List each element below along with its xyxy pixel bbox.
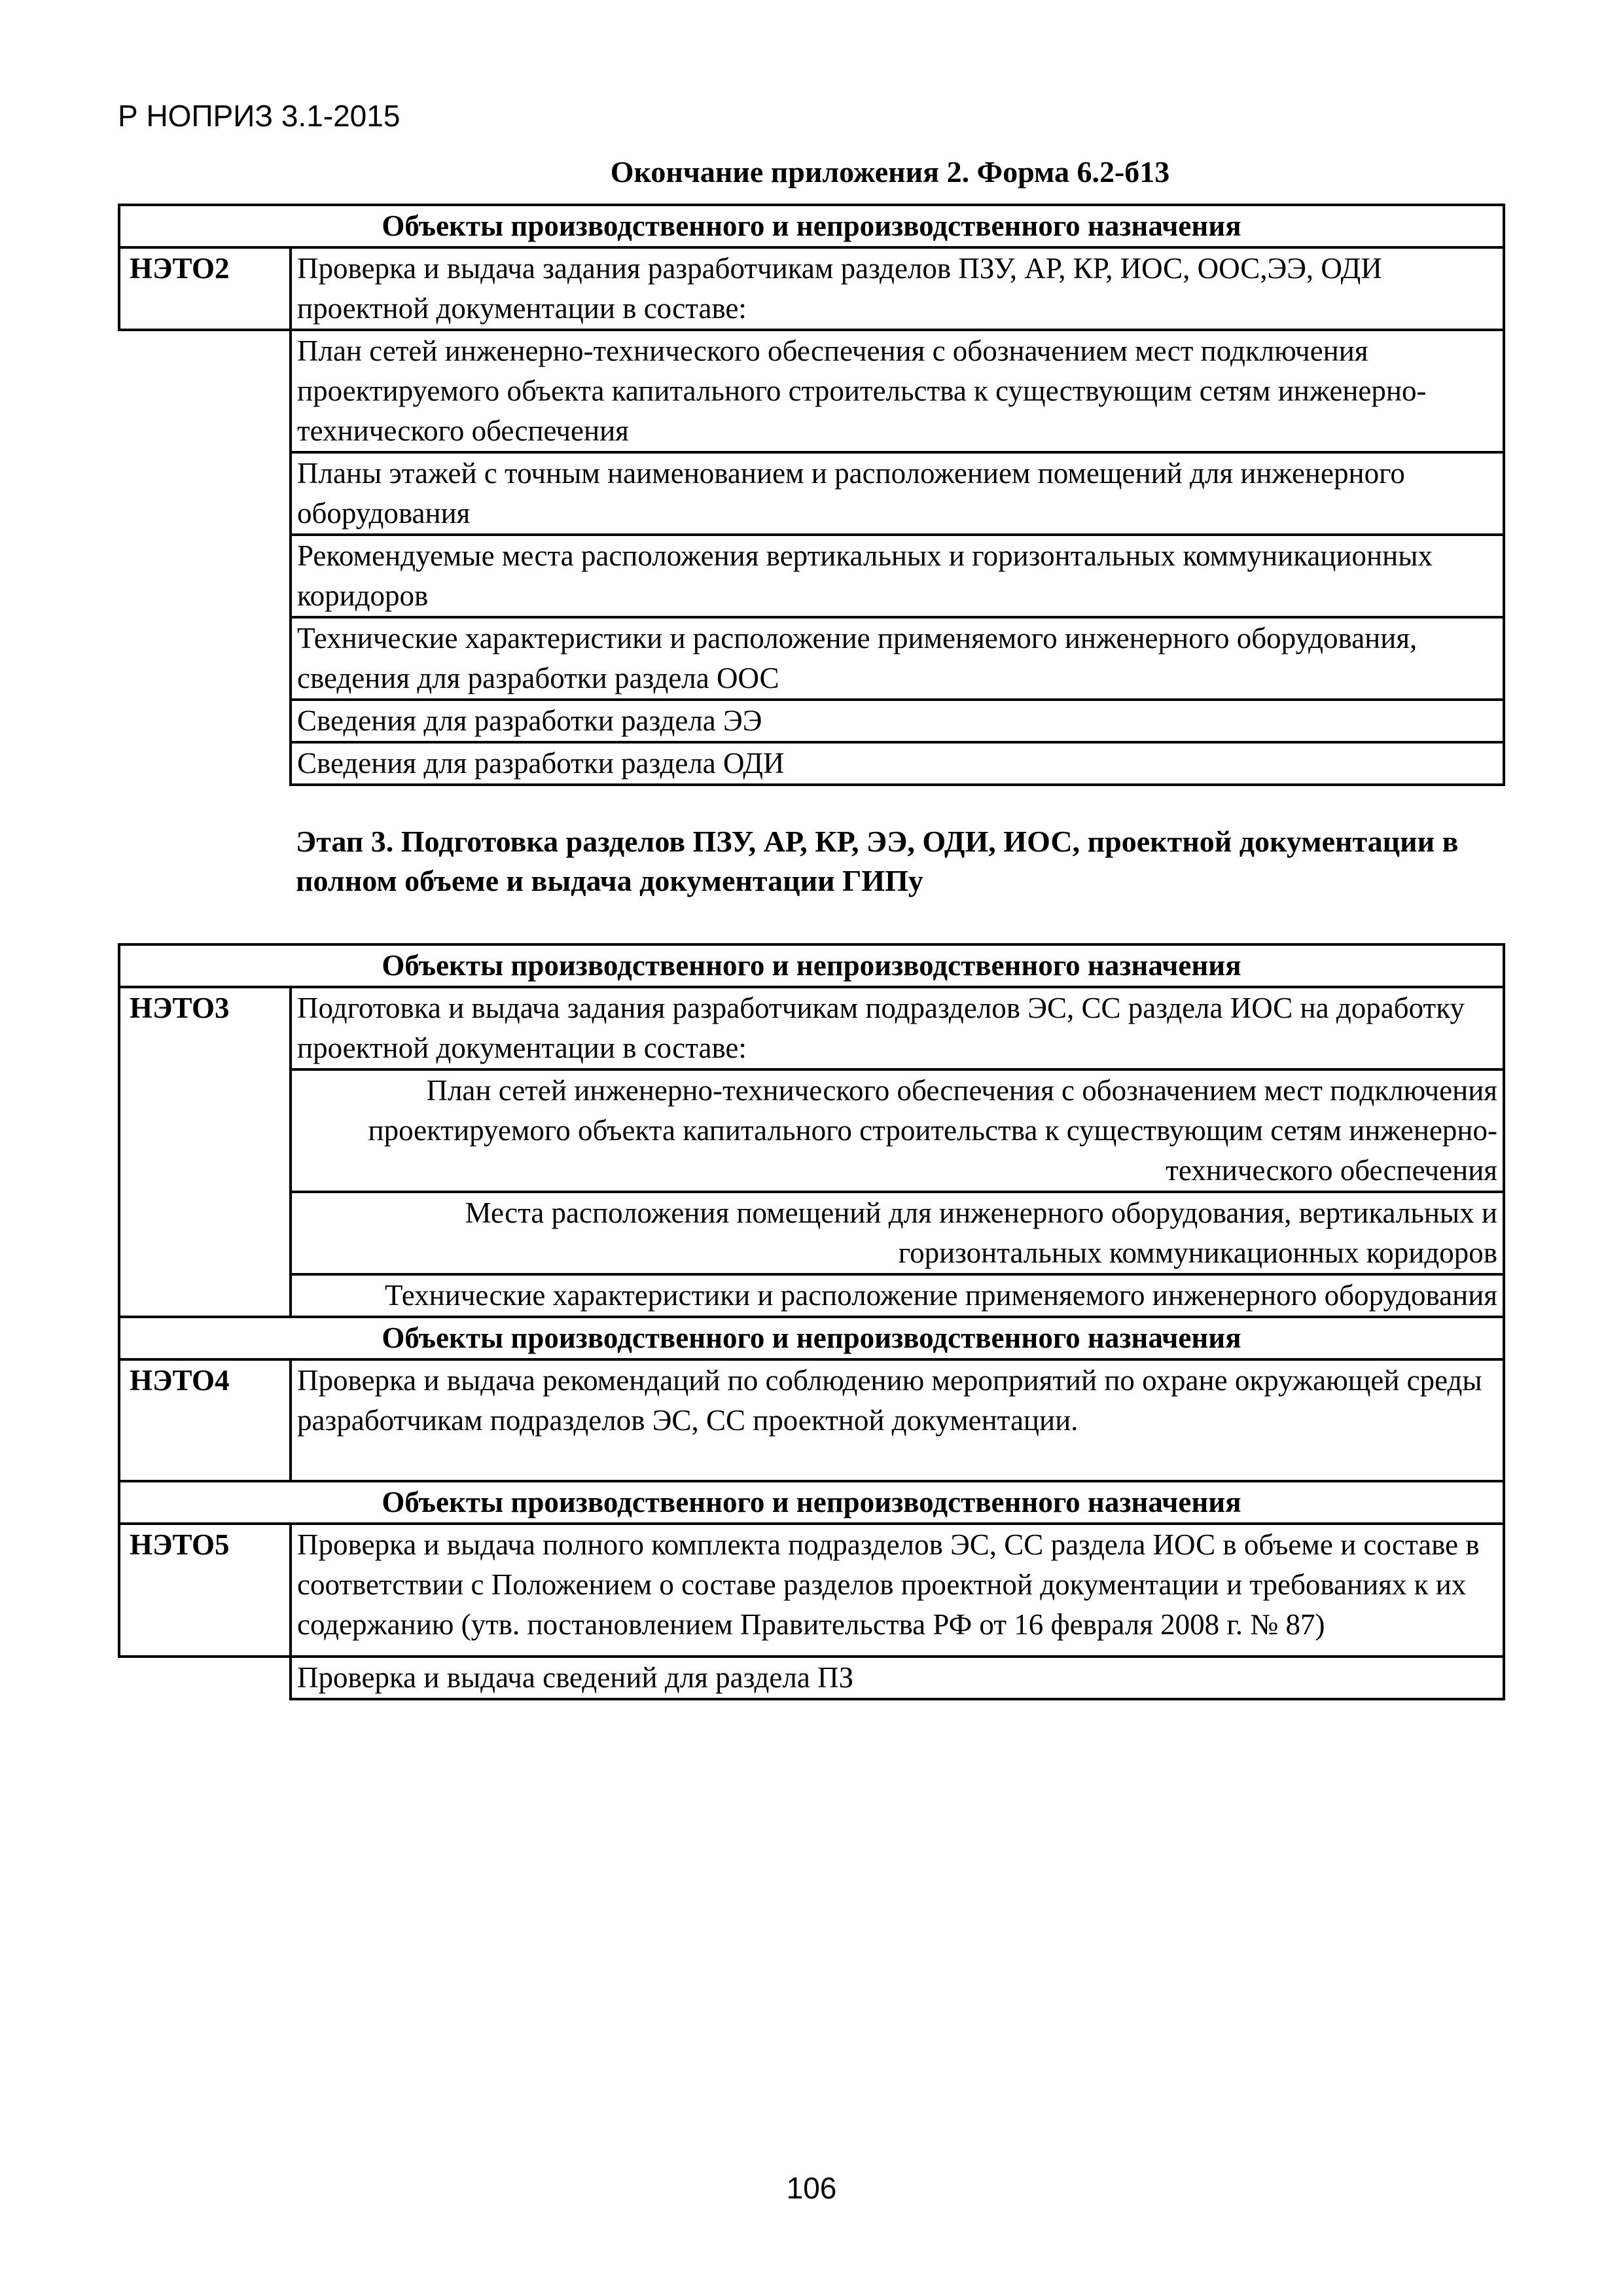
stage-title: Этап 3. Подготовка разделов ПЗУ, АР, КР, ЭЭ, ОДИ, ИОС, проектной документации в полном объеме и выдача документации ГИПу xyxy=(296,825,1459,897)
table-row xyxy=(119,330,1504,452)
task-code: НЭТО5 xyxy=(119,1524,291,1657)
table-row xyxy=(119,700,1504,742)
task-item: Технические характеристики и расположение применяемого инженерного оборудования, сведения для разработки раздела ООС xyxy=(291,617,1504,700)
table-row xyxy=(119,1192,1504,1274)
table-header: Объекты производственного и непроизводственного назначения xyxy=(119,205,1504,247)
table-row xyxy=(119,987,1504,1069)
table-row xyxy=(119,1524,1504,1657)
task-item: План сетей инженерно-технического обеспечения с обозначением мест подключения проектируемого объекта капитального строительства к существующим сетям инженерно-технического обеспечения xyxy=(291,330,1504,452)
task-item: Рекомендуемые места расположения вертикальных и горизонтальных коммуникационных коридоров xyxy=(291,535,1504,617)
task-code: НЭТО2 xyxy=(119,247,291,330)
table-header: Объекты производственного и непроизводственного назначения xyxy=(119,1481,1504,1524)
table-header: Объекты производственного и непроизводственного назначения xyxy=(119,1317,1504,1359)
table-row xyxy=(119,1359,1504,1481)
task-item: Сведения для разработки раздела ОДИ xyxy=(291,742,1504,785)
task-description: Проверка и выдача рекомендаций по соблюдению мероприятий по охране окружающей среды разработчикам подразделов ЭС, СС проектной документации. xyxy=(291,1359,1504,1481)
table-row xyxy=(119,452,1504,535)
table-row xyxy=(119,617,1504,700)
task-item: Проверка и выдача сведений для раздела ПЗ xyxy=(291,1657,1504,1699)
document-code: Р НОПРИЗ 3.1-2015 xyxy=(118,99,401,133)
table-header-row xyxy=(119,205,1504,247)
task-item: Технические характеристики и расположение применяемого инженерного оборудования xyxy=(291,1274,1504,1317)
stage-2-table xyxy=(118,204,1505,786)
table-header-row xyxy=(119,1481,1504,1524)
task-item: Планы этажей с точным наименованием и расположением помещений для инженерного оборудования xyxy=(291,452,1504,535)
table-row xyxy=(119,742,1504,785)
table-row xyxy=(119,1657,1504,1699)
table-row xyxy=(119,535,1504,617)
task-item: Сведения для разработки раздела ЭЭ xyxy=(291,700,1504,742)
stage-3-table xyxy=(118,943,1505,1700)
task-item: План сетей инженерно-технического обеспечения с обозначением мест подключения проектируемого объекта капитального строительства к существующим сетям инженерно-технического обеспечения xyxy=(291,1069,1504,1192)
table-header-row xyxy=(119,1317,1504,1359)
task-description: Подготовка и выдача задания разработчикам подразделов ЭС, СС раздела ИОС на доработку проектной документации в составе: xyxy=(291,987,1504,1069)
task-code: НЭТО3 xyxy=(119,987,291,1069)
table-row xyxy=(119,1274,1504,1317)
table-row xyxy=(119,1069,1504,1192)
task-description: Проверка и выдача задания разработчикам разделов ПЗУ, АР, КР, ИОС, ООС,ЭЭ, ОДИ проектной документации в составе: xyxy=(291,247,1504,330)
task-code: НЭТО4 xyxy=(119,1359,291,1481)
table-header-row xyxy=(119,944,1504,987)
task-item: Места расположения помещений для инженерного оборудования, вертикальных и горизонтальных коммуникационных коридоров xyxy=(291,1192,1504,1274)
page-number: 106 xyxy=(786,2171,837,2205)
appendix-caption: Окончание приложения 2. Форма 6.2-б13 xyxy=(610,155,1170,188)
table-header: Объекты производственного и непроизводственного назначения xyxy=(119,944,1504,987)
task-description: Проверка и выдача полного комплекта подразделов ЭС, СС раздела ИОС в объеме и составе в соответствии с Положением о составе разделов проектной документации и требованиях к их содержанию (утв. постановлением Правительства РФ от 16 февраля 2008 г. № 87) xyxy=(291,1524,1504,1657)
table-row xyxy=(119,247,1504,330)
